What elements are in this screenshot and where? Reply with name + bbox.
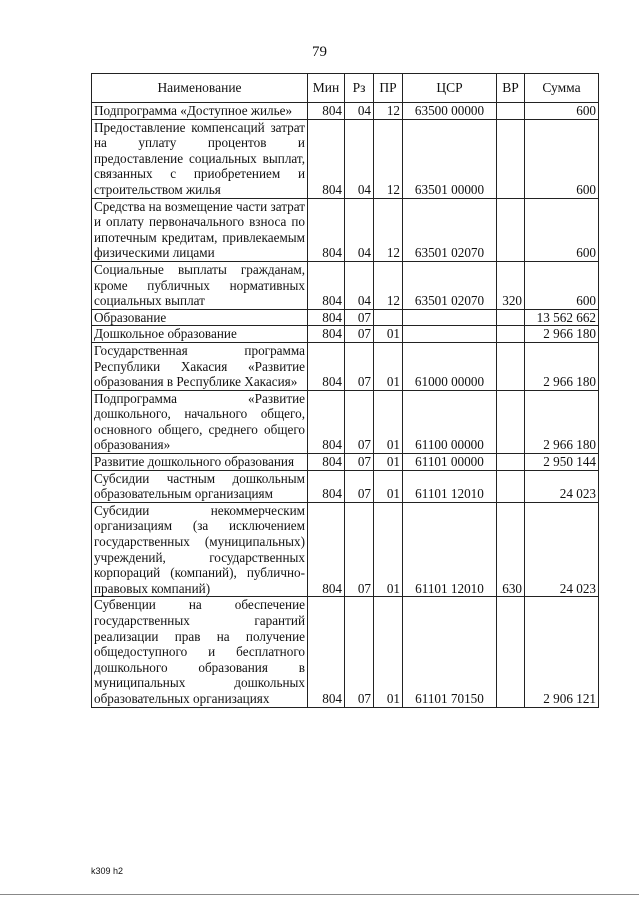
row-sum: 13 562 662 xyxy=(525,309,599,326)
budget-table xyxy=(91,73,599,708)
row-sum: 2 966 180 xyxy=(525,326,599,343)
row-name: Предоставление компенсаций затрат на уплату процентов и предоставление социальных выплат, связанных с приобретением и строительством жилья xyxy=(92,119,308,198)
header-vr: ВР xyxy=(497,74,525,103)
row-rz: 07 xyxy=(345,342,374,390)
row-name: Средства на возмещение части затрат и оплату первоначального взноса по ипотечным кредитам, привлекаемым физическими лицами xyxy=(92,198,308,261)
row-rz: 04 xyxy=(345,119,374,198)
table-row xyxy=(92,470,599,502)
row-sum: 2 966 180 xyxy=(525,342,599,390)
row-rz: 07 xyxy=(345,326,374,343)
table-row xyxy=(92,597,599,707)
row-csr: 63501 02070 xyxy=(403,198,497,261)
row-min: 804 xyxy=(308,390,345,453)
row-min: 804 xyxy=(308,454,345,471)
row-pr: 01 xyxy=(374,342,403,390)
header-csr: ЦСР xyxy=(403,74,497,103)
row-csr: 61100 00000 xyxy=(403,390,497,453)
row-pr: 01 xyxy=(374,390,403,453)
header-name: Наименование xyxy=(92,74,308,103)
header-sum: Сумма xyxy=(525,74,599,103)
row-vr xyxy=(497,326,525,343)
table-header-row xyxy=(92,74,599,103)
row-name: Субсидии некоммерческим организациям (за исключением государственных (муниципальных) учреждений, государственных корпораций (компаний), публично-правовых компаний) xyxy=(92,502,308,597)
row-min: 804 xyxy=(308,597,345,707)
row-csr: 63501 00000 xyxy=(403,119,497,198)
row-pr: 12 xyxy=(374,198,403,261)
row-rz: 07 xyxy=(345,470,374,502)
table-row xyxy=(92,119,599,198)
row-name: Социальные выплаты гражданам, кроме публичных нормативных социальных выплат xyxy=(92,261,308,309)
row-sum: 2 966 180 xyxy=(525,390,599,453)
row-min: 804 xyxy=(308,502,345,597)
row-pr: 12 xyxy=(374,261,403,309)
page-edge-line xyxy=(0,894,639,895)
footer-code: k309 h2 xyxy=(91,866,124,876)
row-sum: 600 xyxy=(525,119,599,198)
row-name: Дошкольное образование xyxy=(92,326,308,343)
row-min: 804 xyxy=(308,326,345,343)
row-rz: 04 xyxy=(345,198,374,261)
table-row xyxy=(92,103,599,120)
row-rz: 07 xyxy=(345,390,374,453)
row-name: Государственная программа Республики Хакасия «Развитие образования в Республике Хакасия» xyxy=(92,342,308,390)
row-rz: 07 xyxy=(345,597,374,707)
table-row xyxy=(92,454,599,471)
table-row xyxy=(92,198,599,261)
row-vr: 630 xyxy=(497,502,525,597)
row-sum: 600 xyxy=(525,103,599,120)
row-sum: 24 023 xyxy=(525,502,599,597)
row-vr xyxy=(497,309,525,326)
table-row xyxy=(92,502,599,597)
row-vr xyxy=(497,454,525,471)
row-name: Подпрограмма «Доступное жилье» xyxy=(92,103,308,120)
row-min: 804 xyxy=(308,261,345,309)
row-csr: 63500 00000 xyxy=(403,103,497,120)
row-sum: 24 023 xyxy=(525,470,599,502)
row-min: 804 xyxy=(308,103,345,120)
row-pr: 01 xyxy=(374,502,403,597)
row-name: Образование xyxy=(92,309,308,326)
row-csr xyxy=(403,309,497,326)
row-csr: 63501 02070 xyxy=(403,261,497,309)
row-csr: 61101 00000 xyxy=(403,454,497,471)
row-pr: 01 xyxy=(374,326,403,343)
row-name: Развитие дошкольного образования xyxy=(92,454,308,471)
row-pr: 12 xyxy=(374,119,403,198)
row-sum: 2 906 121 xyxy=(525,597,599,707)
row-vr xyxy=(497,198,525,261)
row-sum: 600 xyxy=(525,198,599,261)
table-row xyxy=(92,342,599,390)
row-csr: 61000 00000 xyxy=(403,342,497,390)
row-name: Субсидии частным дошкольным образовательным организациям xyxy=(92,470,308,502)
row-pr: 01 xyxy=(374,470,403,502)
row-rz: 07 xyxy=(345,502,374,597)
row-min: 804 xyxy=(308,470,345,502)
row-rz: 07 xyxy=(345,309,374,326)
row-vr xyxy=(497,470,525,502)
header-min: Мин xyxy=(308,74,345,103)
row-vr: 320 xyxy=(497,261,525,309)
header-pr: ПР xyxy=(374,74,403,103)
row-csr xyxy=(403,326,497,343)
row-csr: 61101 12010 xyxy=(403,470,497,502)
row-name: Субвенции на обеспечение государственных гарантий реализации прав на получение общедоступного и бесплатного дошкольного образования в муниципальных дошкольных образовательных организациях xyxy=(92,597,308,707)
row-csr: 61101 12010 xyxy=(403,502,497,597)
table-row xyxy=(92,390,599,453)
row-vr xyxy=(497,119,525,198)
row-vr xyxy=(497,597,525,707)
row-pr: 12 xyxy=(374,103,403,120)
table-row xyxy=(92,309,599,326)
row-rz: 04 xyxy=(345,261,374,309)
row-name: Подпрограмма «Развитие дошкольного, начального общего, основного общего, среднего общего образования» xyxy=(92,390,308,453)
row-pr: 01 xyxy=(374,597,403,707)
row-min: 804 xyxy=(308,309,345,326)
row-csr: 61101 70150 xyxy=(403,597,497,707)
row-rz: 07 xyxy=(345,454,374,471)
page-number: 79 xyxy=(312,44,327,60)
row-pr xyxy=(374,309,403,326)
table-row xyxy=(92,326,599,343)
header-rz: Рз xyxy=(345,74,374,103)
row-vr xyxy=(497,342,525,390)
table-row xyxy=(92,261,599,309)
row-min: 804 xyxy=(308,119,345,198)
row-sum: 600 xyxy=(525,261,599,309)
row-vr xyxy=(497,390,525,453)
row-rz: 04 xyxy=(345,103,374,120)
row-min: 804 xyxy=(308,198,345,261)
row-vr xyxy=(497,103,525,120)
row-pr: 01 xyxy=(374,454,403,471)
row-sum: 2 950 144 xyxy=(525,454,599,471)
row-min: 804 xyxy=(308,342,345,390)
